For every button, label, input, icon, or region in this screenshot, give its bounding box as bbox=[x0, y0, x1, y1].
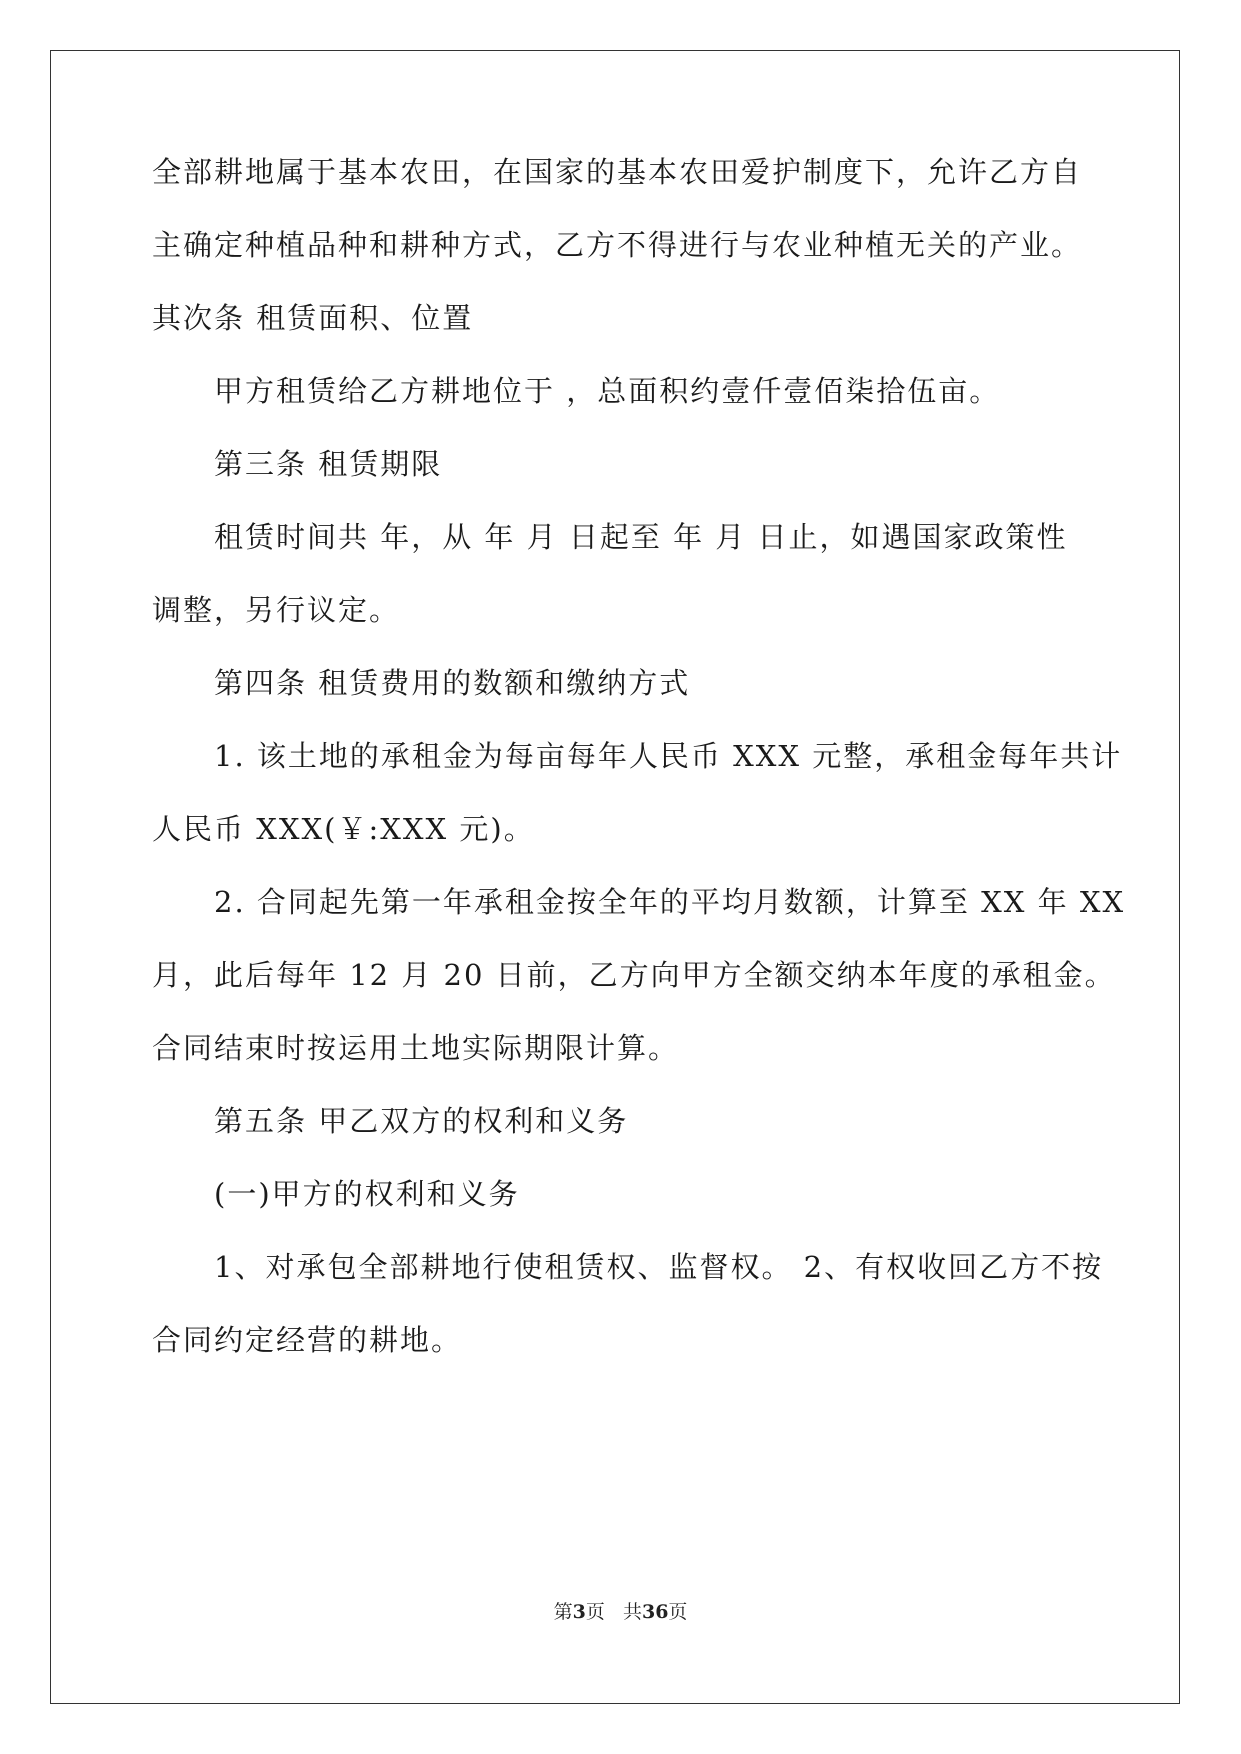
text-line-12: 月，此后每年 12 月 20 日前，乙方向甲方全额交纳本年度的承租金。 bbox=[152, 958, 1116, 992]
text-line-2: 主确定种植品种和耕种方式，乙方不得进行与农业种植无关的产业。 bbox=[152, 228, 1083, 262]
footer-page-unit: 页 bbox=[585, 1601, 605, 1623]
footer-total-prefix: 共 bbox=[622, 1601, 642, 1623]
text-line-13: 合同结束时按运用土地实际期限计算。 bbox=[152, 1031, 680, 1065]
text-line-11: 2. 合同起先第一年承租金按全年的平均月数额，计算至 XX 年 XX bbox=[214, 885, 1126, 919]
page-footer bbox=[0, 1600, 1241, 1624]
text-line-16: 1、对承包全部耕地行使租赁权、监督权。 2、有权收回乙方不按 bbox=[214, 1250, 1104, 1284]
text-line-7: 调整，另行议定。 bbox=[152, 593, 401, 627]
subsection-heading: (一)甲方的权利和义务 bbox=[214, 1177, 520, 1211]
section-heading-5: 第五条 甲乙双方的权利和义务 bbox=[214, 1104, 629, 1138]
section-heading-2: 其次条 租赁面积、位置 bbox=[152, 301, 474, 335]
footer-prefix: 第 bbox=[553, 1601, 573, 1623]
text-line-6: 租赁时间共 年，从 年 月 日起至 年 月 日止，如遇国家政策性 bbox=[214, 520, 1068, 554]
footer-page-number: 3 bbox=[572, 1601, 586, 1623]
text-line-1: 全部耕地属于基本农田，在国家的基本农田爱护制度下，允许乙方自 bbox=[152, 155, 1083, 189]
footer-total-unit: 页 bbox=[668, 1601, 688, 1623]
text-line-17: 合同约定经营的耕地。 bbox=[152, 1323, 463, 1357]
text-line-4: 甲方租赁给乙方耕地位于 ，总面积约壹仟壹佰柒拾伍亩。 bbox=[214, 374, 1001, 408]
section-heading-4: 第四条 租赁费用的数额和缴纳方式 bbox=[214, 666, 691, 700]
footer-total-pages: 36 bbox=[641, 1601, 669, 1623]
text-line-9: 1. 该土地的承租金为每亩每年人民币 XXX 元整，承租金每年共计 bbox=[214, 739, 1123, 773]
text-line-10: 人民币 XXX(￥:XXX 元)。 bbox=[152, 812, 535, 846]
section-heading-3: 第三条 租赁期限 bbox=[214, 447, 443, 481]
